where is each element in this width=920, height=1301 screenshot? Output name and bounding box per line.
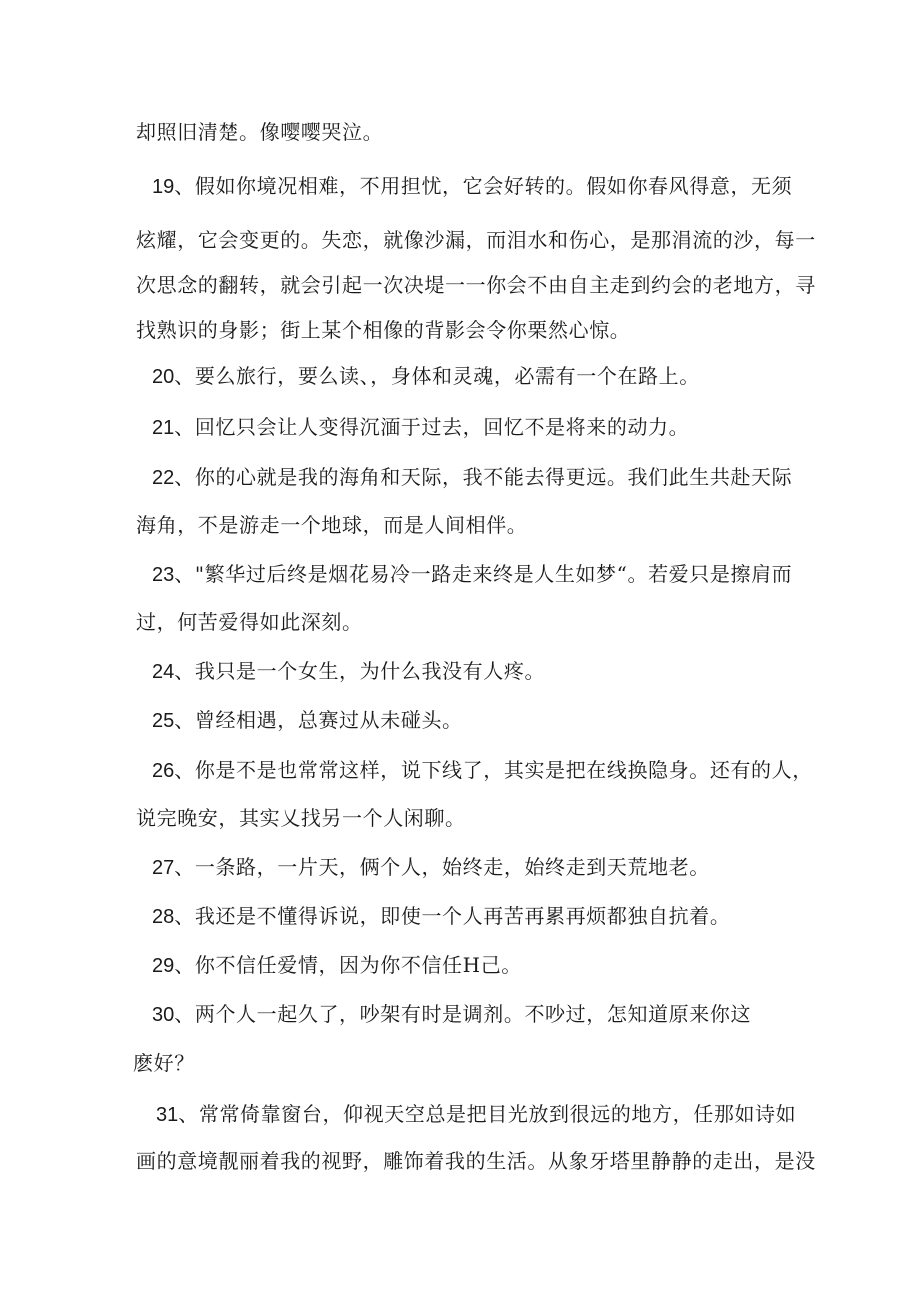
item-number: 29	[152, 955, 175, 977]
paragraph-line: 30、两个人一起久了，吵架有时是调剂。不吵过，怎知道原来你这	[152, 1002, 752, 1026]
item-number: 25	[152, 710, 175, 732]
paragraph-line: 27、一条路，一片天，俩个人，始终走，始终走到天荒地老。	[152, 855, 710, 879]
paragraph-line: 19、假如你境况相难，不用担忧，它会好转的。假如你春风得意，无须	[152, 174, 793, 198]
paragraph-line: 26、你是不是也常常这样，说下线了，其实是把在线换隐身。还有的人，	[152, 758, 813, 782]
item-number: 19	[152, 176, 175, 198]
paragraph-line: 29、你不信任爱情，因为你不信任H己。	[152, 953, 522, 977]
paragraph-line: 海角，不是游走一个地球，而是人间相伴。	[136, 513, 528, 537]
item-number: 24	[152, 661, 175, 683]
paragraph-line: 25、曾经相遇，总赛过从未碰头。	[152, 708, 463, 732]
paragraph-line: 过，何苦爱得如此深刻。	[136, 610, 363, 634]
paragraph-line: 却照旧清楚。像嘤嘤哭泣。	[136, 120, 384, 144]
paragraph-line: 找熟识的身影；街上某个相像的背影会令你栗然心惊。	[136, 318, 631, 342]
item-number: 31	[156, 1104, 179, 1126]
paragraph-line: 23、"繁华过后终是烟花易冷一路走来终是人生如梦“。若爱只是擦肩而	[152, 562, 793, 586]
item-number: 28	[152, 906, 175, 928]
paragraph-line: 20、要么旅行，要么读、，身体和灵魂，必需有一个在路上。	[152, 364, 700, 388]
paragraph-line: 21、回忆只会让人变得沉湎于过去，回忆不是将来的动力。	[152, 415, 690, 439]
paragraph-line: 说完晚安，其实乂找另一个人闲聊。	[136, 806, 466, 830]
paragraph-line: 画的意境靓丽着我的视野，雕饰着我的生活。从象牙塔里静静的走出，是没	[136, 1149, 816, 1173]
item-number: 21	[152, 417, 175, 439]
item-number: 30	[152, 1004, 175, 1026]
item-number: 20	[152, 366, 175, 388]
paragraph-line: 麽好？	[133, 1051, 195, 1075]
item-number: 27	[152, 857, 175, 879]
item-number: 26	[152, 760, 175, 782]
paragraph-line: 炫耀，它会变更的。失恋，就像沙漏，而泪水和伤心，是那涓流的沙，每一	[136, 228, 816, 252]
paragraph-line: 24、我只是一个女生，为什么我没有人疼。	[152, 659, 546, 683]
paragraph-line: 次思念的翻转，就会引起一次决堤一一你会不由自主走到约会的老地方，寻	[136, 273, 816, 297]
item-number: 22	[152, 467, 175, 489]
paragraph-line: 31、常常倚靠窗台，仰视天空总是把目光放到很远的地方，任那如诗如	[156, 1102, 797, 1126]
paragraph-line: 22、你的心就是我的海角和天际，我不能去得更远。我们此生共赴天际	[152, 465, 793, 489]
item-number: 23	[152, 564, 175, 586]
paragraph-line: 28、我还是不懂得诉说，即使一个人再苦再累再烦都独自抗着。	[152, 904, 731, 928]
